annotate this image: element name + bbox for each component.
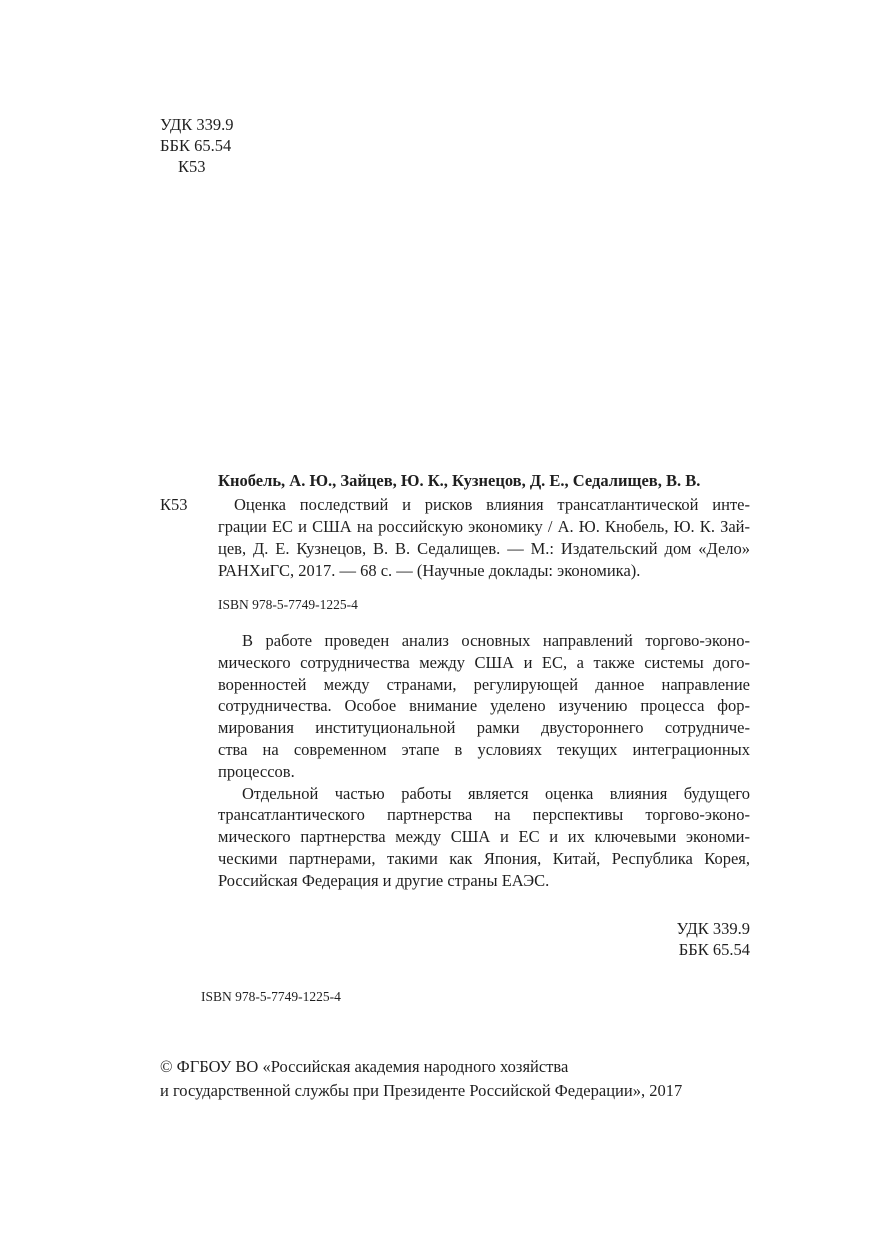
copyright-line: и государственной службы при Президенте Российской Федерации», 2017 [160,1081,683,1100]
abstract-line: ческими партнерами, такими как Япония, Китай, Республика Корея, [218,848,750,868]
biblio-line: цев, Д. Е. Кузнецов, В. В. Седалищев. — М.: Издательский дом «Дело» [218,539,750,558]
biblio-line: РАНХиГС, 2017. — 68 с. — (Научные доклады: экономика). [218,561,641,580]
isbn-entry: ISBN 978-5-7749-1225-4 [218,597,358,612]
author-mark-side: К53 [160,495,188,514]
author-mark: К53 [178,157,206,176]
abstract-line: Отдельной частью работы является оценка влияния будущего [242,783,750,803]
bibliographic-description [218,494,750,582]
abstract-line: В работе проведен анализ основных направлений торгово-эконо- [242,631,750,650]
abstract-line: Российская Федерация и другие страны ЕАЭС. [218,870,550,890]
abstract-line: мического сотрудничества между США и ЕС, а также системы дого- [218,652,750,672]
bbk-code-bottom: ББК 65.54 [678,940,750,959]
bbk-code: ББК 65.54 [160,136,232,155]
top-classification-codes [160,114,234,177]
abstract-line: воренностей между странами, регулирующей данное направление [218,674,750,694]
biblio-line: грации ЕС и США на российскую экономику / А. Ю. Кнобель, Ю. К. Зай- [218,517,750,536]
authors-heading: Кнобель, А. Ю., Зайцев, Ю. К., Кузнецов, Д. Е., Седалищев, В. В. [218,471,701,490]
abstract-paragraph-1 [218,630,750,783]
abstract-line: процессов. [218,761,295,781]
abstract-line: мического партнерства между США и ЕС и их ключевыми экономи- [218,827,750,847]
udk-code: УДК 339.9 [160,115,234,134]
copyright-notice [160,1055,682,1103]
abstract-line: сотрудничества. Особое внимание уделено изучению процесса фор- [218,696,750,716]
abstract [218,630,750,892]
abstract-line: мирования институциональной рамки двустороннего сотрудниче- [218,718,750,738]
abstract-line: ства на современном этапе в условиях текущих интеграционных [218,739,750,759]
isbn-bottom: ISBN 978-5-7749-1225-4 [201,989,341,1004]
bottom-classification-codes [676,918,750,960]
copyright-line: © ФГБОУ ВО «Российская академия народного хозяйства [160,1057,569,1076]
biblio-line: Оценка последствий и рисков влияния трансатлантической инте- [234,495,750,514]
abstract-paragraph-2 [218,783,750,892]
abstract-line: трансатлантического партнерства на перспективы торгово-эконо- [218,805,750,825]
udk-code-bottom: УДК 339.9 [676,919,750,938]
